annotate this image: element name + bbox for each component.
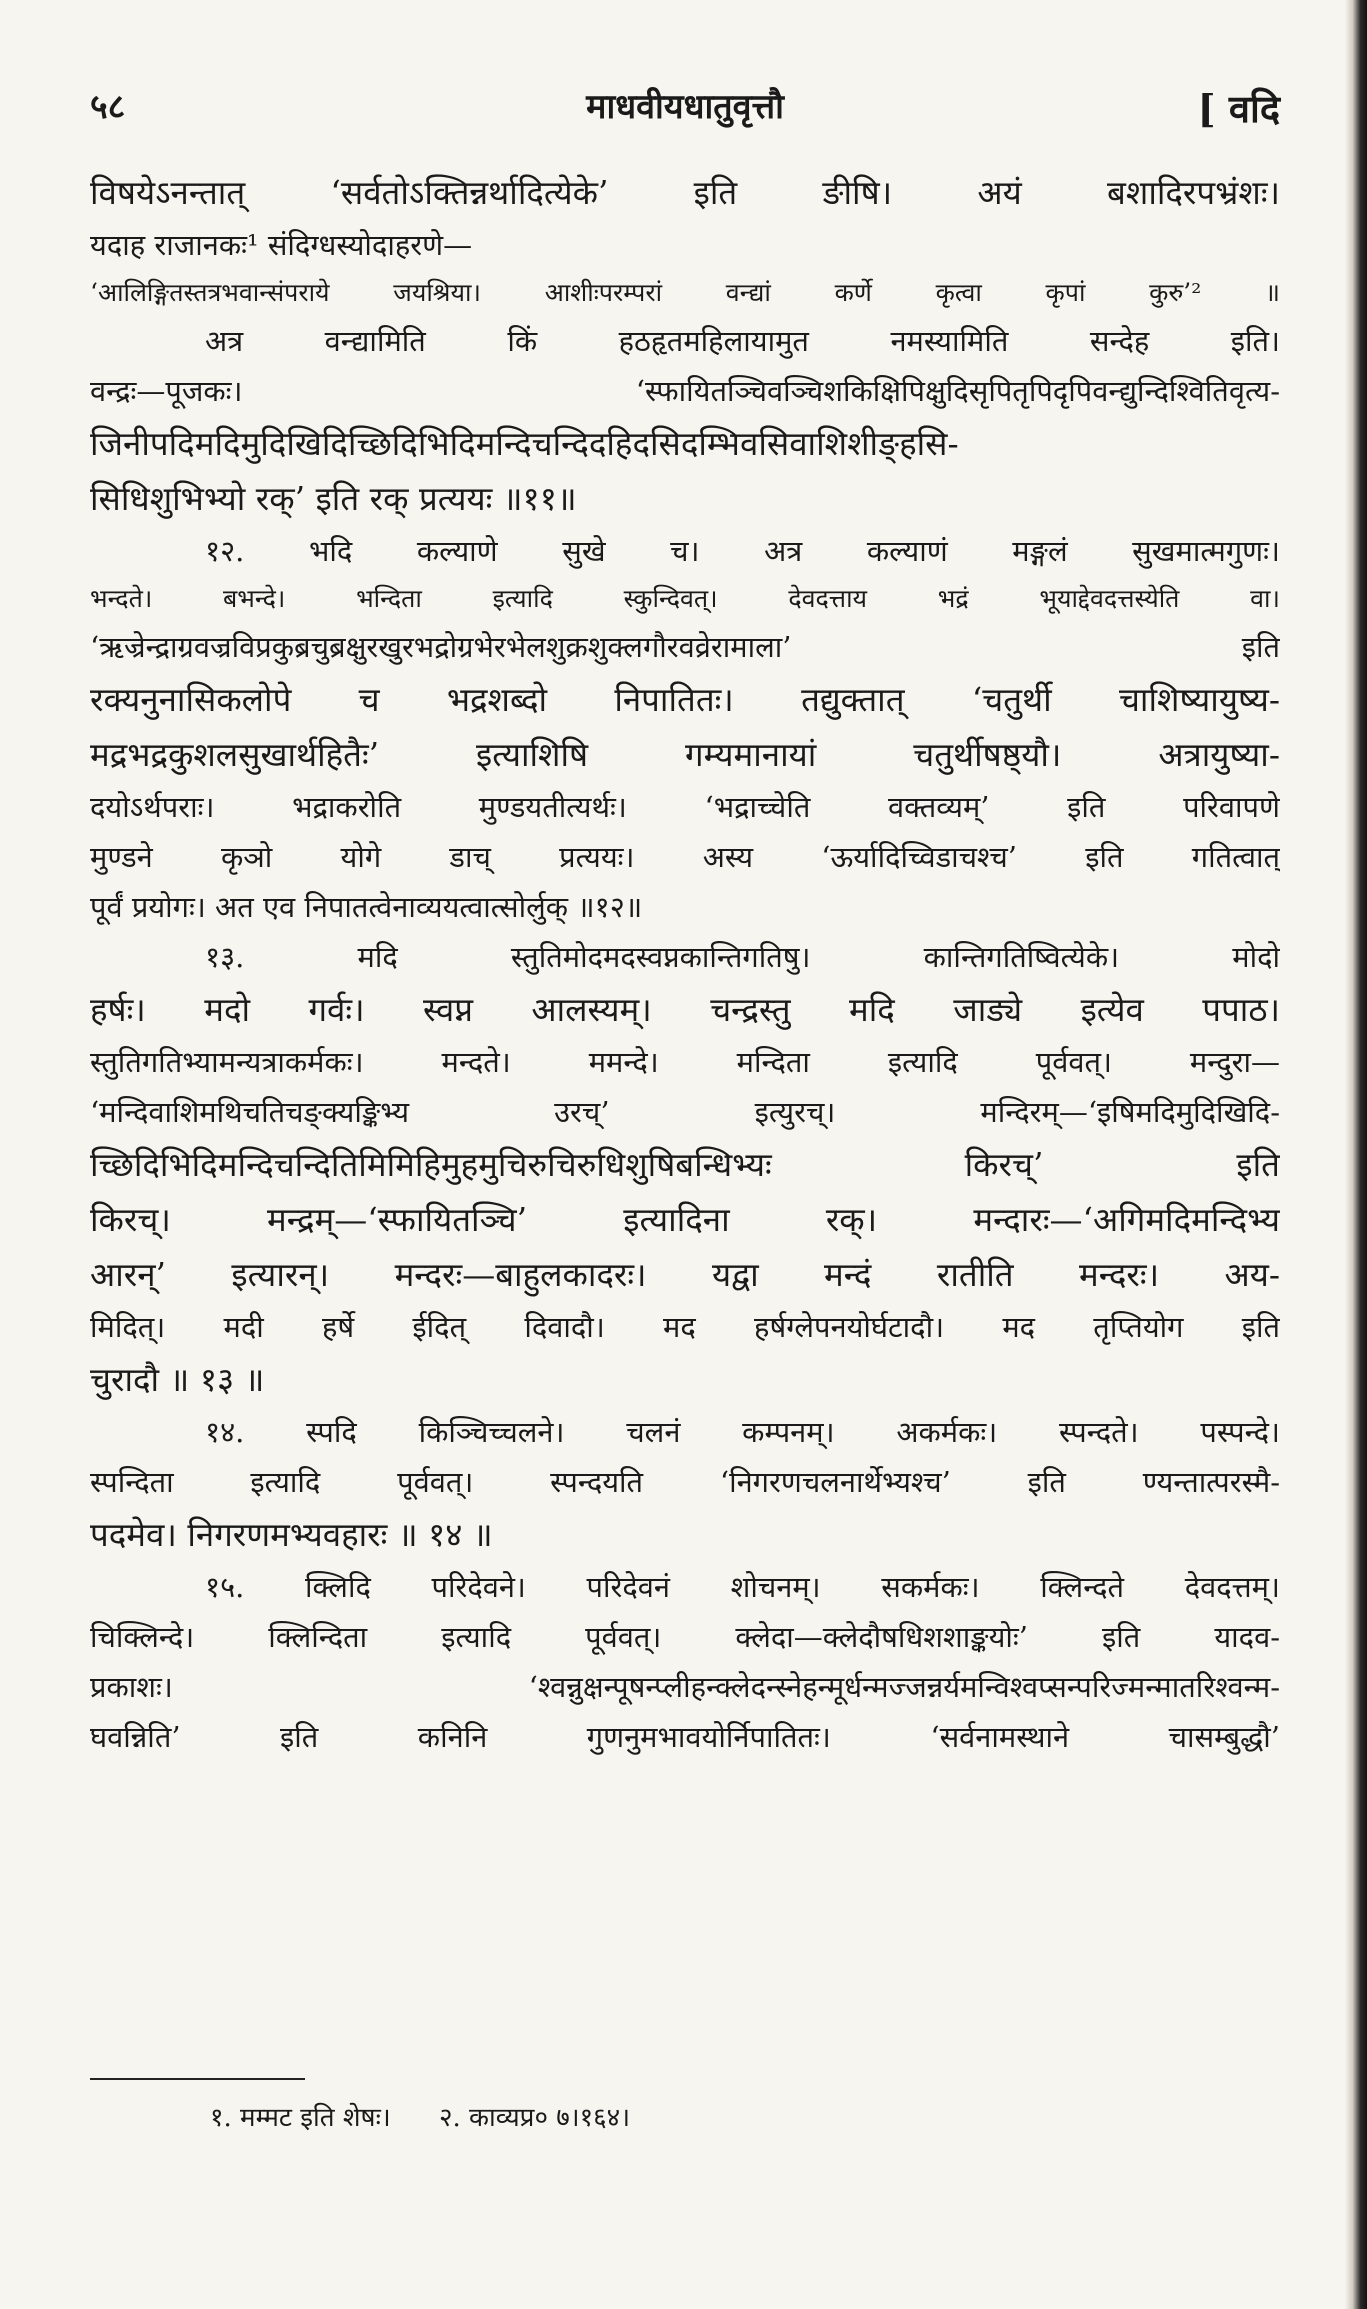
text-line: अत्र वन्द्यामिति किं हठहृतमहिलायामुत नमस्यामिति सन्देह इति। <box>205 324 1280 358</box>
text-line: १५. क्लिदि परिदेवने। परिदेवनं शोचनम्। सकर्मकः। क्लिन्दते देवदत्तम्। <box>205 1570 1280 1604</box>
text-line: विषयेऽनन्तात् ‘सर्वतोऽक्तिन्नर्थादित्येके’ इति ङीषि। अयं बशादिरपभ्रंशः। <box>90 173 1280 212</box>
text-line: हर्षः। मदो गर्वः। स्वप्न आलस्यम्। चन्द्रस्तु मदि जाड्ये इत्येव पपाठ। <box>90 990 1280 1029</box>
text-line: जिनीपदिमदिमुदिखिदिच्छिदिभिदिमन्दिचन्दिदहिदसिदम्भिवसिवाशिशीङ्हसि- <box>90 424 959 463</box>
page-header <box>90 82 1280 142</box>
text-line: मद्रभद्रकुशलसुखार्थहितैः’ इत्याशिषि गम्यमानायां चतुर्थीषष्ठ्यौ। अत्रायुष्या- <box>90 735 1280 774</box>
footnote-2: २. काव्यप्र० ७।१६४। <box>438 2103 631 2133</box>
text-line: १४. स्पदि किञ्चिच्चलने। चलनं कम्पनम्। अकर्मकः। स्पन्दते। पस्पन्दे। <box>205 1415 1280 1449</box>
text-line: यदाह राजानकः¹ संदिग्धस्योदाहरणे— <box>90 228 473 262</box>
text-line: मुण्डने कृञो योगे डाच् प्रत्ययः। अस्य ‘ऊर्यादिच्विडाचश्च’ इति गतित्वात् <box>90 840 1280 874</box>
body-text <box>90 165 1280 1762</box>
text-line: स्पन्दिता इत्यादि पूर्ववत्। स्पन्दयति ‘निगरणचलनार्थेभ्यश्च’ इति ण्यन्तात्परस्मै- <box>90 1465 1280 1499</box>
footnote-rule <box>90 2078 305 2080</box>
text-line: सिधिशुभिभ्यो रक्’ इति रक् प्रत्ययः ॥११॥ <box>90 479 577 518</box>
running-title: माधवीयधातुवृत्तौ <box>586 87 784 127</box>
text-line: च्छिदिभिदिमन्दिचन्दितिमिमिहिमुहमुचिरुचिरुधिशुषिबन्धिभ्यः किरच्’ इति <box>90 1145 1280 1184</box>
text-line: स्तुतिगतिभ्यामन्यत्राकर्मकः। मन्दते। ममन्दे। मन्दिता इत्यादि पूर्ववत्। मन्दुरा— <box>90 1045 1280 1079</box>
text-line: १३. मदि स्तुतिमोदमदस्वप्नकान्तिगतिषु। कान्तिगतिष्वित्येके। मोदो <box>205 940 1280 974</box>
text-line: पदमेव। निगरणमभ्यवहारः ॥ १४ ॥ <box>90 1515 493 1554</box>
text-line: किरच्। मन्द्रम्—‘स्फायितञ्चि’ इत्यादिना रक्। मन्दारः—‘अगिमदिमन्दिभ्य <box>90 1200 1280 1239</box>
footnotes <box>210 2098 670 2134</box>
text-line: ‘आलिङ्गितस्तत्रभवान्संपराये जयश्रिया। आशीःपरम्परां वन्द्यां कर्णे कृत्वा कृपां कुरु’² ॥ <box>90 278 1280 307</box>
text-line: आरन्’ इत्यारन्। मन्दरः—बाहुलकादरः। यद्वा मन्दं रातीति मन्दरः। अय- <box>90 1255 1280 1294</box>
text-line: घवन्निति’ इति कनिनि गुणनुमभावयोर्निपातितः। ‘सर्वनामस्थाने चासम्बुद्धौ’ <box>90 1720 1280 1754</box>
text-line: प्रकाशः। ‘श्वन्नुक्षन्पूषन्प्लीहन्क्लेदन्स्नेहन्मूर्धन्मज्जन्नर्यमन्विश्वप्सन्परिज्मन्मातरिश्वन्म- <box>90 1670 1280 1704</box>
page-number: ५८ <box>90 87 126 127</box>
running-root: [ वदि <box>1197 86 1280 131</box>
text-line: १२. भदि कल्याणे सुखे च। अत्र कल्याणं मङ्गलं सुखमात्मगुणः। <box>205 534 1280 568</box>
text-line: ‘मन्दिवाशिमथिचतिचङ्क्यङ्किभ्य उरच्’ इत्युरच्। मन्दिरम्—‘इषिमदिमुदिखिदि- <box>90 1095 1280 1129</box>
text-line: चिक्लिन्दे। क्लिन्दिता इत्यादि पूर्ववत्। क्लेदा—क्लेदौषधिशशाङ्कयोः’ इति यादव- <box>90 1620 1280 1654</box>
text-line: रक्यनुनासिकलोपे च भद्रशब्दो निपातितः। तद्युक्तात् ‘चतुर्थी चाशिष्यायुष्य- <box>90 680 1280 719</box>
text-line: वन्द्रः—पूजकः। ‘स्फायितञ्चिवञ्चिशकिक्षिपिक्षुदिसृपितृपिदृपिवन्द्युन्दिश्वितिवृत्य- <box>90 374 1280 408</box>
page-edge <box>1345 0 1367 2309</box>
text-line: मिदित्। मदी हर्षे ईदित् दिवादौ। मद हर्षग्लेपनयोर्घटादौ। मद तृप्तियोग इति <box>90 1310 1280 1344</box>
text-line: चुरादौ ॥ १३ ॥ <box>90 1360 265 1399</box>
text-line: दयोऽर्थपराः। भद्राकरोति मुण्डयतीत्यर्थः। ‘भद्राच्चेति वक्तव्यम्’ इति परिवापणे <box>90 790 1280 824</box>
footnote-1: १. मम्मट इति शेषः। <box>210 2103 391 2133</box>
text-line: ‘ऋज्रेन्द्राग्रवज्रविप्रकुब्रचुब्रक्षुरखुरभद्रोग्रभेरभेलशुक्रशुक्लगौरवव्रेरामाला’ इति <box>90 630 1280 664</box>
text-line: भन्दते। बभन्दे। भन्दिता इत्यादि स्कुन्दिवत्। देवदत्ताय भद्रं भूयाद्देवदत्तस्येति वा। <box>90 584 1280 613</box>
text-line: पूर्वं प्रयोगः। अत एव निपातत्वेनाव्ययत्वात्सोर्लुक् ॥१२॥ <box>90 890 643 924</box>
